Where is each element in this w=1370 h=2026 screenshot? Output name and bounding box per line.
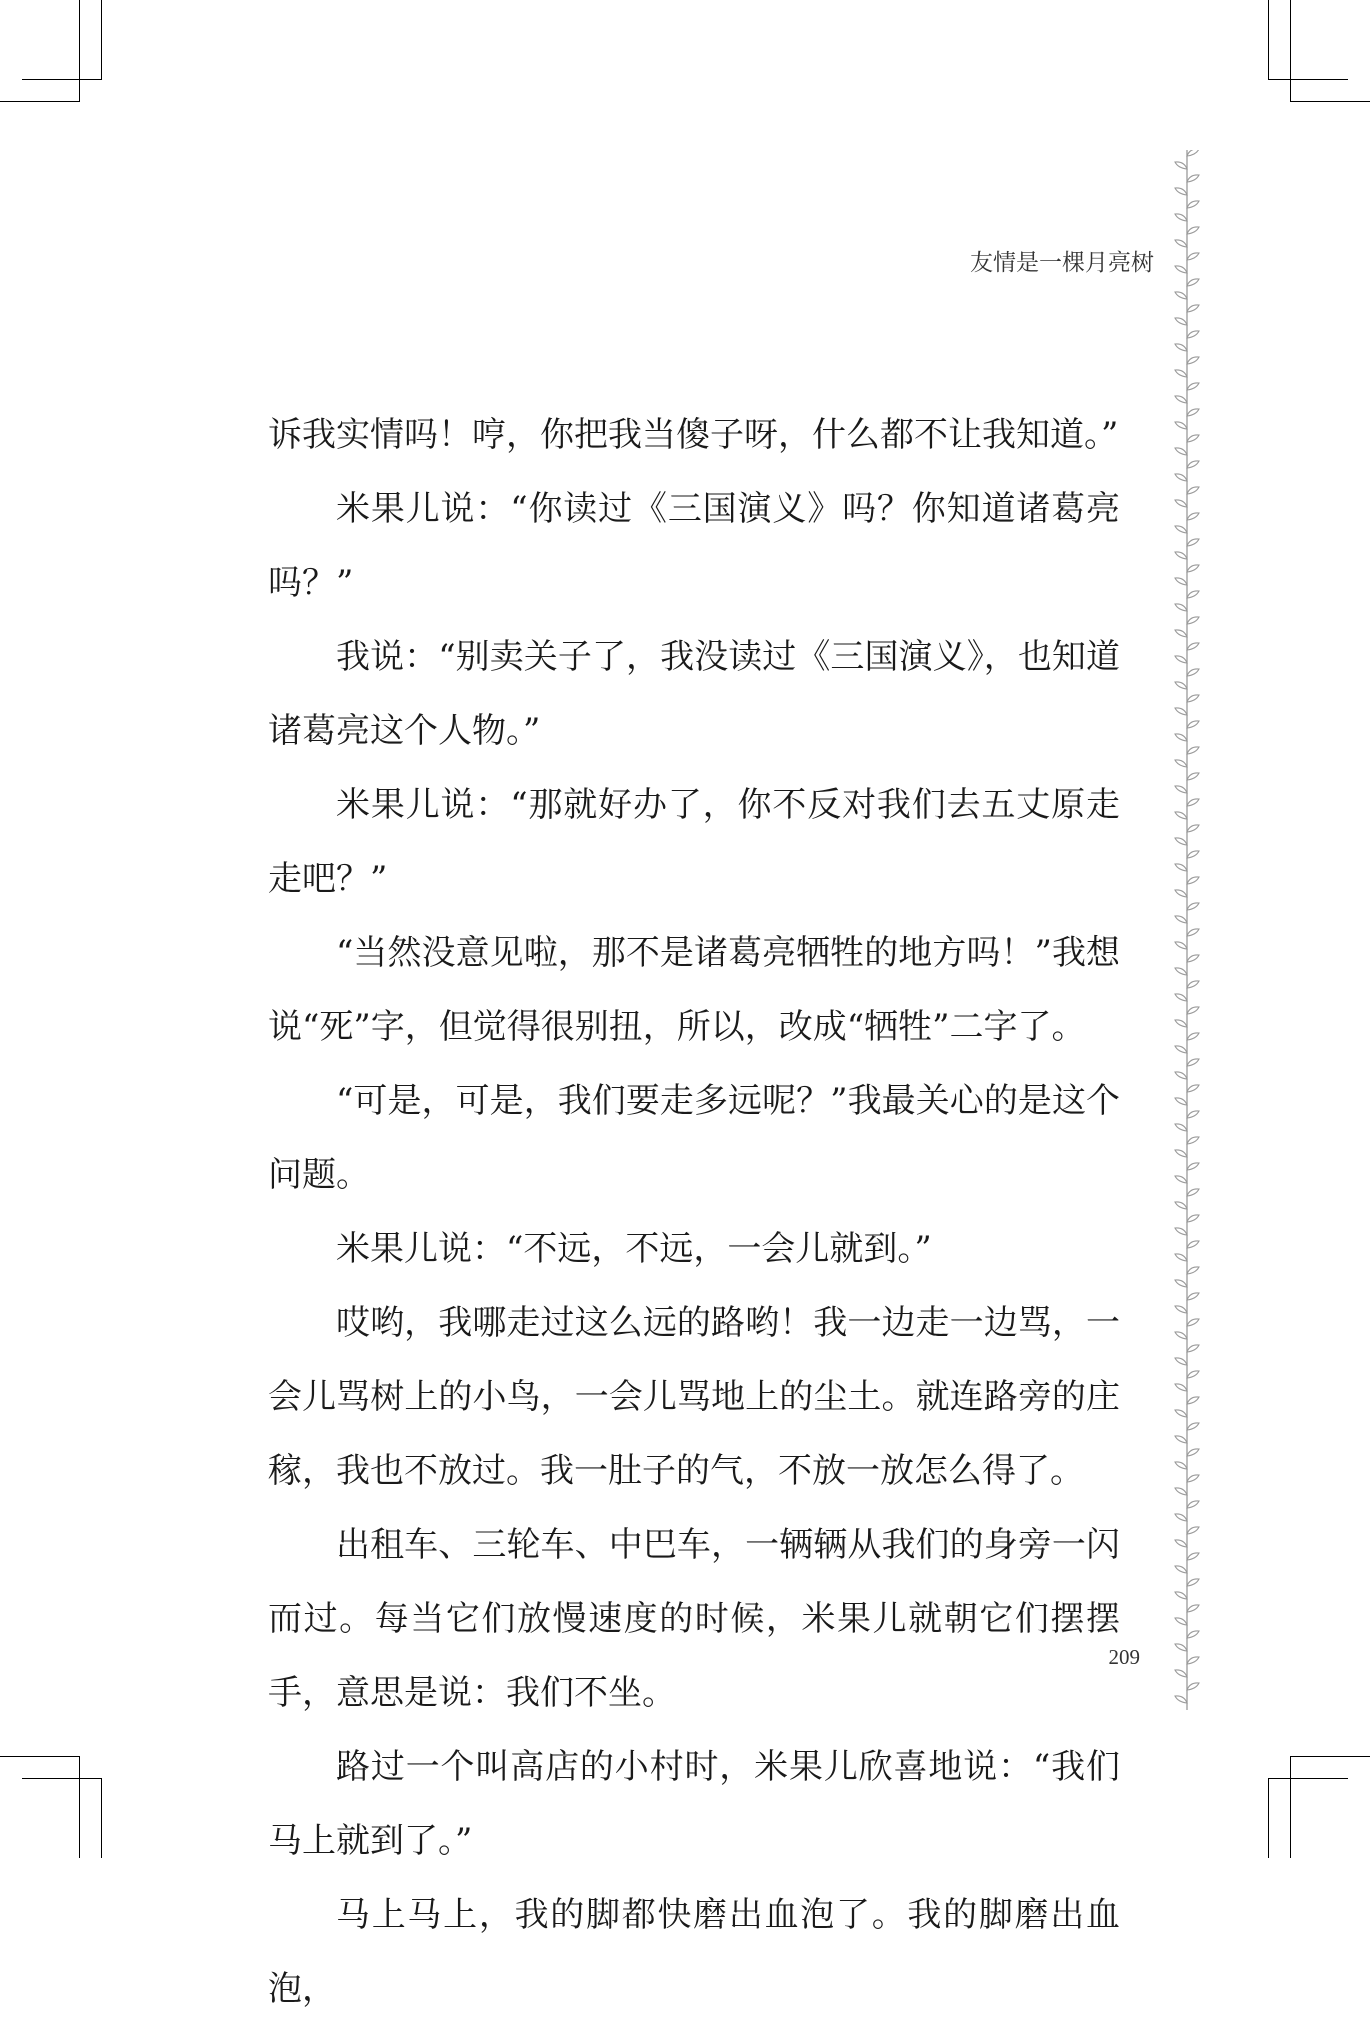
running-head-title: 友情是一棵月亮树 [970, 250, 1154, 276]
vine-leaf [1187, 825, 1199, 832]
vine-leaf [1175, 1436, 1187, 1443]
vine-leaf [1187, 1163, 1199, 1170]
vine-leaf [1175, 1072, 1187, 1079]
vine-leaf [1175, 240, 1187, 247]
vine-leaf [1187, 565, 1199, 572]
vine-leaf [1187, 955, 1199, 962]
vine-leaf [1187, 1501, 1199, 1508]
vine-leaf [1187, 1475, 1199, 1482]
vine-leaf [1175, 1410, 1187, 1417]
vine-leaf [1175, 1046, 1187, 1053]
vine-leaf [1187, 1657, 1199, 1664]
vine-leaf [1187, 981, 1199, 988]
vine-leaf [1175, 162, 1187, 169]
vine-leaf [1187, 513, 1199, 520]
vine-leaf [1175, 266, 1187, 273]
vine-leaf [1175, 1384, 1187, 1391]
vine-leaf [1187, 253, 1199, 260]
vine-leaf [1187, 877, 1199, 884]
paragraph: 米果儿说：“那就好办了，你不反对我们去五丈原走走吧？” [268, 785, 1120, 899]
paragraph: 出租车、三轮车、中巴车，一辆辆从我们的身旁一闪而过。每当它们放慢速度的时候，米果儿就朝它们摆摆手，意思是说：我们不坐。 [268, 1525, 1120, 1713]
vine-leaf [1175, 1618, 1187, 1625]
vine-leaf [1187, 1527, 1199, 1534]
vine-leaf [1187, 1631, 1199, 1638]
vine-leaf [1187, 1423, 1199, 1430]
vine-leaf [1187, 150, 1199, 156]
vine-leaf [1187, 851, 1199, 858]
vine-leaf [1175, 578, 1187, 585]
vine-leaf [1175, 1098, 1187, 1105]
vine-leaf [1175, 188, 1187, 195]
vine-leaf [1187, 1293, 1199, 1300]
vine-leaf [1175, 890, 1187, 897]
paragraph: 马上马上，我的脚都快磨出血泡了。我的脚磨出血泡， [268, 1895, 1120, 2009]
vine-leaf [1187, 1111, 1199, 1118]
vine-leaf [1175, 916, 1187, 923]
vine-leaf [1187, 175, 1199, 182]
vine-leaf [1187, 591, 1199, 598]
vine-leaf [1175, 656, 1187, 663]
vine-leaf [1175, 1696, 1187, 1703]
vine-leaf [1175, 708, 1187, 715]
vine-leaf [1175, 1176, 1187, 1183]
vine-leaf [1175, 1020, 1187, 1027]
body-text [268, 398, 1120, 2026]
vine-leaf [1175, 1488, 1187, 1495]
vine-leaf [1175, 396, 1187, 403]
vine-leaf [1187, 799, 1199, 806]
vine-leaf [1175, 968, 1187, 975]
vine-leaf [1175, 500, 1187, 507]
vine-leaf [1187, 1137, 1199, 1144]
vine-leaf [1187, 903, 1199, 910]
vine-leaf [1187, 695, 1199, 702]
vine-leaf [1187, 539, 1199, 546]
vine-leaf [1175, 1566, 1187, 1573]
vine-leaf [1175, 1228, 1187, 1235]
vine-leaf [1175, 682, 1187, 689]
vine-leaf [1175, 1462, 1187, 1469]
vine-leaf [1187, 1215, 1199, 1222]
vine-leaf [1187, 1553, 1199, 1560]
vine-leaf [1175, 370, 1187, 377]
vine-leaf [1187, 1241, 1199, 1248]
vine-leaf [1187, 461, 1199, 468]
vine-leaf [1187, 1085, 1199, 1092]
paragraph: 米果儿说：“你读过《三国演义》吗？你知道诸葛亮吗？” [268, 489, 1120, 603]
vine-leaf [1175, 864, 1187, 871]
paragraph: “当然没意见啦，那不是诸葛亮牺牲的地方吗！”我想说“死”字，但觉得很别扭，所以，改成“牺牲”二字了。 [268, 933, 1120, 1047]
vine-leaf [1187, 929, 1199, 936]
paragraph: 哎哟，我哪走过这么远的路哟！我一边走一边骂，一会儿骂树上的小鸟，一会儿骂地上的尘土。就连路旁的庄稼，我也不放过。我一肚子的气，不放一放怎么得了。 [268, 1303, 1120, 1491]
vine-leaf [1175, 1150, 1187, 1157]
vine-leaf [1187, 1605, 1199, 1612]
vine-leaf [1187, 1189, 1199, 1196]
vine-leaf [1187, 1033, 1199, 1040]
vine-leaf [1187, 643, 1199, 650]
vine-leaf [1187, 279, 1199, 286]
vine-leaf [1175, 1358, 1187, 1365]
vine-leaf [1175, 1254, 1187, 1261]
vine-leaf [1175, 552, 1187, 559]
vine-leaf [1175, 1306, 1187, 1313]
vine-leaf [1187, 1059, 1199, 1066]
vine-leaf [1187, 357, 1199, 364]
paragraph: “可是，可是，我们要走多远呢？”我最关心的是这个问题。 [268, 1081, 1120, 1195]
page-number: 209 [1108, 1645, 1140, 1669]
vine-leaf [1175, 422, 1187, 429]
leaf-vine-ornament [1166, 150, 1208, 1710]
vine-leaf [1187, 1319, 1199, 1326]
vine-leaf [1175, 1514, 1187, 1521]
vine-leaf [1175, 630, 1187, 637]
vine-leaf [1187, 1371, 1199, 1378]
vine-leaf [1175, 786, 1187, 793]
paragraph: 我说：“别卖关子了，我没读过《三国演义》，也知道诸葛亮这个人物。” [268, 637, 1120, 751]
vine-leaf [1175, 838, 1187, 845]
vine-leaf [1175, 1670, 1187, 1677]
vine-leaf [1187, 617, 1199, 624]
vine-leaf [1187, 383, 1199, 390]
vine-leaf [1175, 1540, 1187, 1547]
vine-leaf [1187, 1397, 1199, 1404]
vine-leaf [1187, 487, 1199, 494]
vine-leaf [1175, 1202, 1187, 1209]
vine-leaf [1175, 1592, 1187, 1599]
vine-leaf [1175, 760, 1187, 767]
paragraph: 米果儿说：“不远，不远，一会儿就到。” [336, 1229, 932, 1269]
vine-leaf [1187, 1345, 1199, 1352]
vine-leaf [1187, 1579, 1199, 1586]
vine-leaf [1175, 812, 1187, 819]
paragraph: 诉我实情吗！哼，你把我当傻子呀，什么都不让我知道。” [268, 415, 1119, 455]
vine-leaf [1175, 942, 1187, 949]
vine-leaf [1187, 1267, 1199, 1274]
vine-leaf [1175, 344, 1187, 351]
vine-leaf [1187, 721, 1199, 728]
vine-leaf [1175, 526, 1187, 533]
vine-leaf [1187, 1007, 1199, 1014]
vine-leaf [1175, 994, 1187, 1001]
vine-leaf [1175, 1124, 1187, 1131]
vine-leaf [1175, 214, 1187, 221]
vine-leaf [1175, 474, 1187, 481]
vine-leaf [1187, 201, 1199, 208]
paragraph: 路过一个叫高店的小村时，米果儿欣喜地说：“我们马上就到了。” [268, 1747, 1120, 1861]
vine-leaf [1175, 1332, 1187, 1339]
vine-leaf [1175, 318, 1187, 325]
vine-leaf [1187, 305, 1199, 312]
vine-leaf [1175, 1644, 1187, 1651]
vine-leaf [1187, 435, 1199, 442]
vine-leaf [1187, 227, 1199, 234]
vine-leaf [1187, 1449, 1199, 1456]
vine-leaf [1175, 604, 1187, 611]
vine-leaf [1175, 734, 1187, 741]
vine-leaf [1187, 331, 1199, 338]
vine-leaf [1175, 448, 1187, 455]
vine-leaf [1187, 747, 1199, 754]
vine-leaf [1175, 1280, 1187, 1287]
vine-leaf [1187, 409, 1199, 416]
vine-leaf [1187, 669, 1199, 676]
vine-leaf [1187, 773, 1199, 780]
vine-leaf [1175, 292, 1187, 299]
vine-leaf [1187, 1683, 1199, 1690]
